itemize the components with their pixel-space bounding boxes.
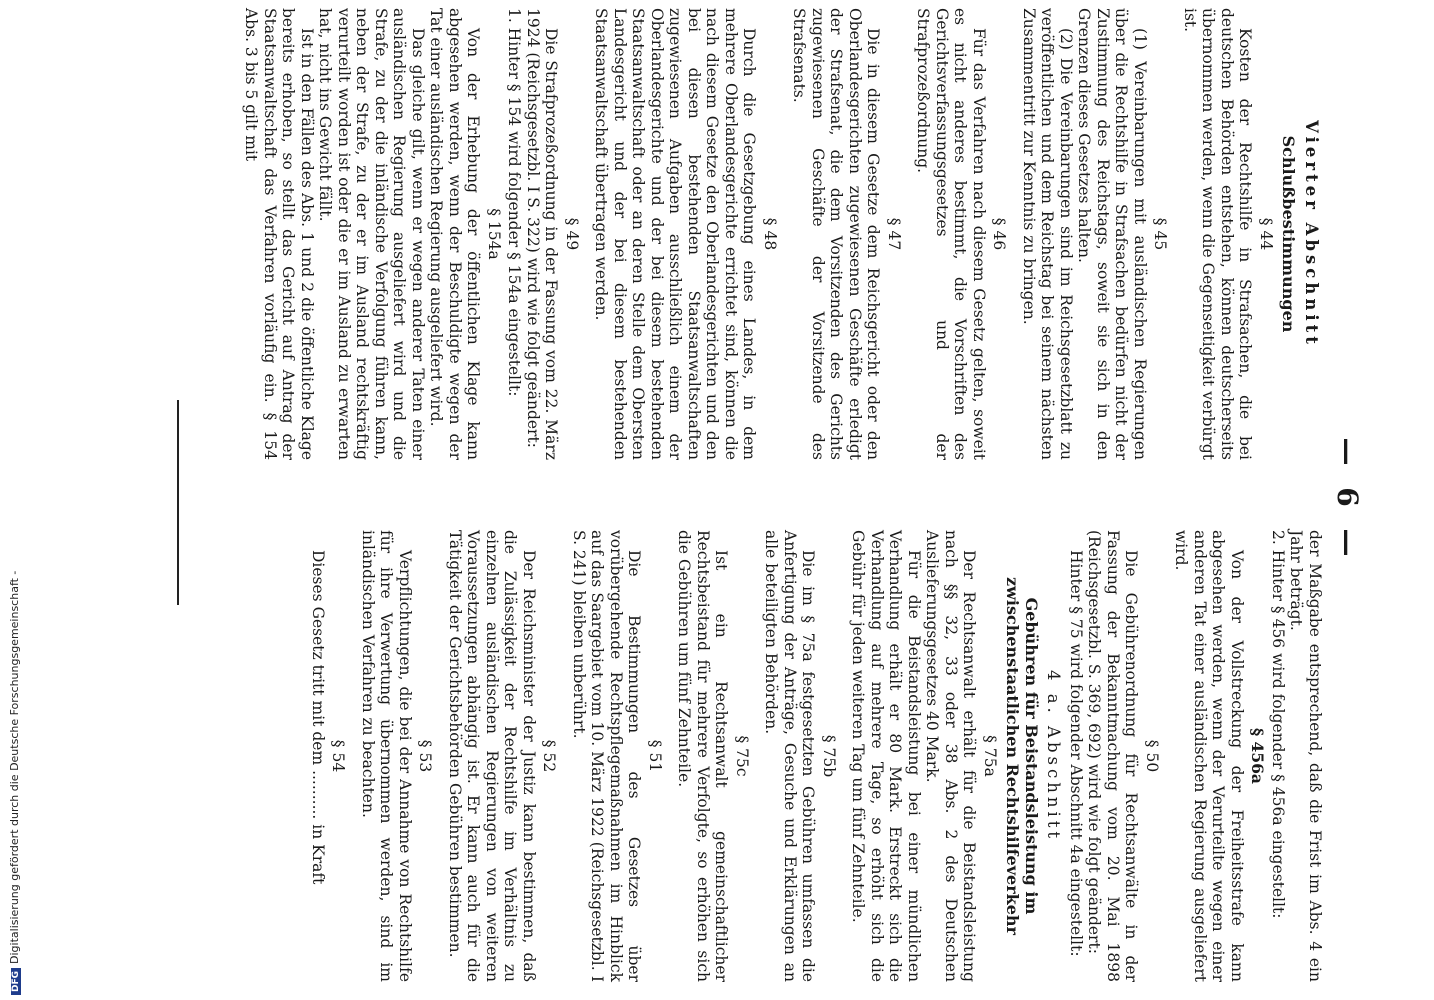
section-heading: § 46: [990, 217, 1009, 251]
right-column: [309, 530, 1325, 982]
paragraph: Der Reichsminister der Justiz kann bestimmen, daß die Zulässigkeit der Rechtshilfe im Verhältnis zu einzelnen ausländischen Regierungen von weiteren Voraussetzungen abhängig ist. Er kann auch für die Tätigkeit der Gerichtsbehörden Gebühren bestimmen.: [446, 530, 538, 982]
section-heading: § 44: [1257, 217, 1275, 251]
section-heading: § 75a: [981, 735, 999, 777]
subchapter-heading: 4 a. Abschnitt: [1044, 669, 1064, 843]
paragraph: Von der Erhebung der öffentlichen Klage kann abgesehen werden, wenn der Beschuldigte wegen der Tat einer ausländischen Regierung ausgeliefert wird.: [427, 8, 483, 460]
paragraph: Ist in den Fällen des Abs. 1 und 2 die öffentliche Klage bereits erhoben, so stellt das Gericht auf Antrag der Staatsanwaltschaft das Verfahren vorläufig ein. § 154 Abs. 3 bis 5 gilt mit: [242, 8, 316, 460]
left-column: [242, 8, 1324, 460]
section-heading: § 75b: [820, 734, 838, 778]
digitization-credit: [8, 571, 21, 995]
section-heading: § 45: [1151, 217, 1170, 251]
paragraph: Die Bestimmungen des Gesetzes über vorübergehende Rechtspflegemaßnahmen im Hinblick auf das Saargebiet vom 10. März 1922 (Reichsgesetzbl. I S. 241) bleiben unberührt.: [570, 530, 644, 982]
section-heading: § 52: [540, 739, 559, 773]
page-number: — 6 —: [1331, 437, 1364, 563]
paragraph: Die Strafprozeßordnung in der Fassung vom 22. März 1924 (Reichsgesetzbl. I S. 322) wird wie folgt geändert:: [524, 8, 561, 460]
paragraph: Die Gebührenordnung für Rechtsanwälte in der Fassung der Bekanntmachung vom 20. Mai 1898 (Reichsgesetzbl. S. 369, 692) wird wie folgt geändert:: [1085, 530, 1141, 982]
paragraph: Dieses Gesetz tritt mit dem .......... in Kraft: [309, 550, 327, 885]
section-heading: § 456a: [1248, 728, 1268, 784]
paragraph: Das gleiche gilt, wenn er wegen anderer Taten einer ausländischen Regierung ausgeliefert wird und die Strafe, zu der die inländische Verfolgung führen kann, neben der Strafe, zu der er im Ausland rechtskräftig verurteilt worden ist oder die er im Ausland zu erwarten hat, nicht ins Gewicht fällt.: [316, 8, 427, 460]
chapter-subheading: Schlußbestimmungen: [1279, 135, 1299, 333]
list-item: 2. Hinter § 456 wird folgender § 456a eingestellt:: [1269, 530, 1287, 919]
paragraph: (1) Vereinbarungen mit ausländischen Regierungen über die Rechtshilfe in Strafsachen bedürfen nicht der Zustimmung des Reichstags, soweit sie sich in den Grenzen dieses Gesetzes halten.: [1075, 8, 1149, 460]
list-item: 1. Hinter § 154 wird folgender § 154a eingestellt:: [505, 8, 524, 397]
section-heading: § 51: [646, 739, 664, 773]
section-heading: § 54: [329, 739, 348, 773]
credit-text: Digitalisierung gefördert durch die Deutsche Forschungsgemeinschaft -: [8, 570, 21, 964]
dfg-logo: DFG: [11, 968, 21, 995]
paragraph: Verpflichtungen, die bei der Annahme von Rechtshilfe für ihre Verwertung übernommen werden, sind im inländischen Verfahren zu beachten.: [359, 530, 414, 982]
chapter-heading: Vierter Abschnitt: [1302, 120, 1321, 348]
section-heading: § 75c: [733, 735, 751, 777]
paragraph: Ist ein Rechtsanwalt gemeinschaftlicher Rechtsbeistand für mehrere Verfolgte, so erhöhen sich die Gebühren um fünf Zehnteile.: [675, 530, 731, 982]
paragraph: der Maßgabe entsprechend, daß die Frist im Abs. 4 ein Jahr beträgt.: [1287, 530, 1324, 982]
section-divider: [177, 400, 179, 605]
section-heading: § 48: [761, 217, 779, 251]
paragraph: Von der Vollstreckung der Freiheitsstrafe kann abgesehen werden, wenn der Verurteilte wegen einer anderen Tat einer ausländischen Regierung ausgeliefert wird.: [1172, 530, 1246, 982]
section-heading: § 154a: [485, 208, 503, 260]
paragraph: Hinter § 75 wird folgender Abschnitt 4a eingestellt:: [1067, 550, 1085, 957]
paragraph: Für die Beistandsleistung bei einer mündlichen Verhandlung erhält er 80 Mark. Erstreckt sich die Verhandlung auf mehrere Tage, so erhöht sich die Gebühr für jeden weiteren Tag um fünf Zehnteile.: [849, 530, 923, 982]
section-heading: § 47: [885, 217, 903, 251]
paragraph: Durch die Gesetzgebung eines Landes, in dem mehrere Oberlandesgerichte errichtet sind, können die nach diesem Gesetze den Oberlandesgerichten und den bei diesen bestehenden Staatsanwaltschaften zugewiesenen Aufgaben ausschließlich einem der Oberlandesgerichte und der bei diesem bestehenden Staatsanwaltschaft oder an deren Stelle dem Obersten Landesgericht und der bei diesem bestehenden Staatsanwaltschaft übertragen werden.: [592, 8, 759, 460]
paragraph: Die in diesem Gesetze dem Reichsgericht oder den Oberlandesgerichten zugewiesenen Geschäfte erledigt der Strafsenat, die dem Vorsitzenden des Gerichts zugewiesenen Geschäfte der Vorsitzende des Strafsenats.: [790, 8, 883, 460]
paragraph: Kosten der Rechtshilfe in Strafsachen, die bei deutschen Behörden entstehen, können deutscherseits übernommen werden, wenn die Gegenseitigkeit verbürgt ist.: [1181, 8, 1255, 460]
paragraph: (2) Die Vereinbarungen sind im Reichsgesetzblatt zu veröffentlichen und dem Reichstag bei seinem nächsten Zusammentritt zur Kenntnis zu bringen.: [1020, 8, 1075, 460]
section-heading: § 53: [416, 739, 435, 773]
paragraph: Die im § 75a festgesetzten Gebühren umfassen die Anfertigung der Anträge, Gesuche und Erklärungen an alle beteiligten Behörden.: [762, 530, 818, 982]
section-heading: § 50: [1143, 739, 1161, 773]
section-heading: § 49: [563, 217, 581, 251]
paragraph: Für das Verfahren nach diesem Gesetz gelten, soweit es nicht anderes bestimmt, die Vorschriften des Gerichtsverfassungsgesetzes und der Strafprozeßordnung.: [914, 8, 988, 460]
paragraph: Der Rechtsanwalt erhält für die Beistandsleistung nach §§ 32, 33 oder 38 Abs. 2 des Deutschen Auslieferungsgesetzes 40 Mark.: [923, 530, 979, 982]
subchapter-subheading: Gebühren für Beistandsleistung im zwischenstaatlichen Rechtshilfeverkehr: [1003, 577, 1041, 935]
